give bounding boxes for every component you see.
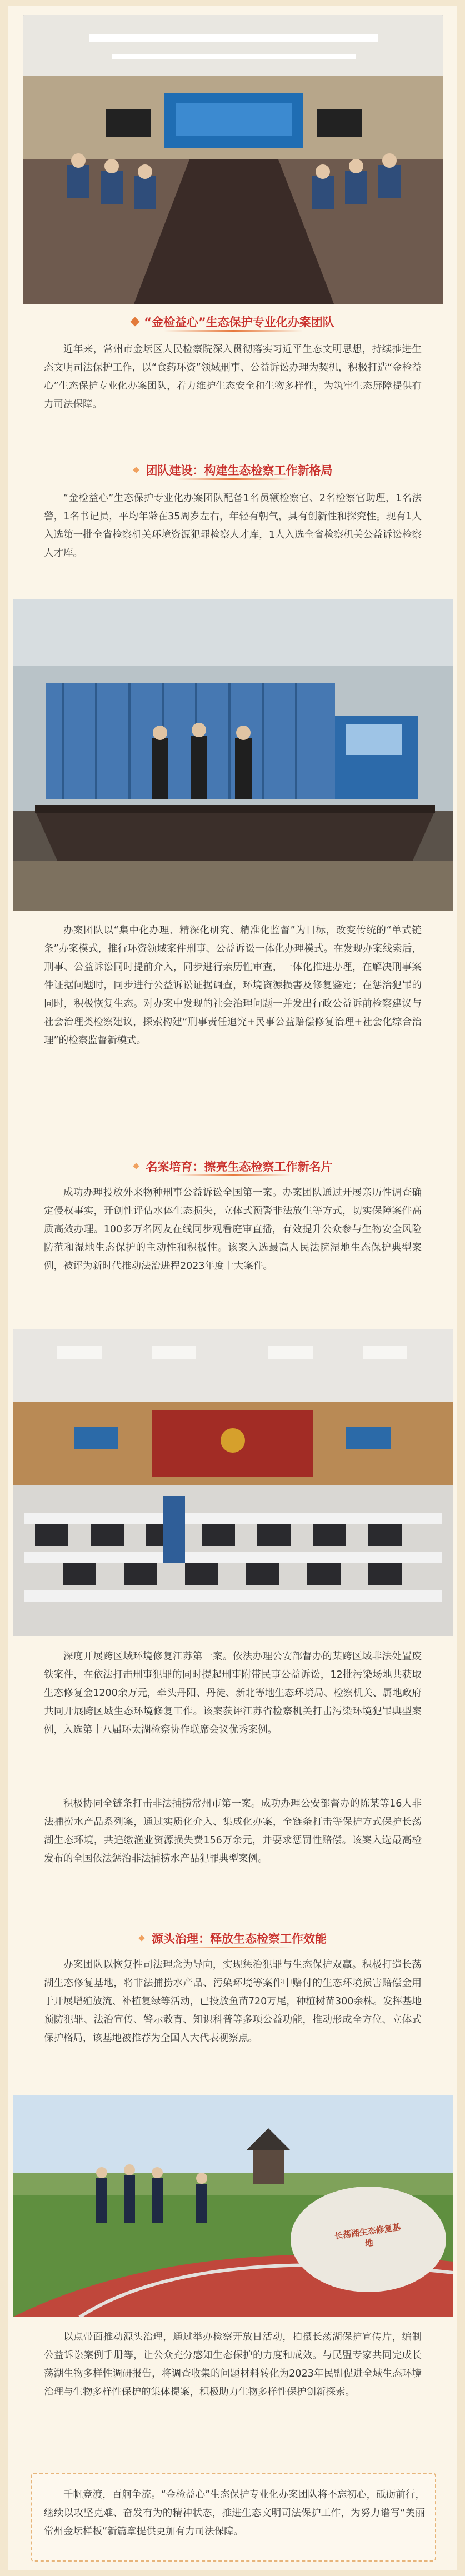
team-building-paragraph-1: “金检益心”生态保护专业化办案团队配备1名员额检察官、2名检察官助理，1名法警，1名书记员，平均年龄在35周岁左右，年轻有朝气，具有创新性和探究性。现有1人入选第一批全省检察机关环境资源犯罪检察人才库，1人入选全省检察机关公益诉讼检察人才库。 [44,493,422,559]
closing-paragraph: 千帆竞渡，百舸争流。“金检益心”生态保护专业化办案团队将不忘初心，砥砺前行，继续以攻坚克难、奋发有为的精神状态，推进生态文明司法保护工作，为努力谱写“美丽常州金坛样板”新篇章提供更加有力司法保障。 [44,2489,425,2537]
stone-inscription: 长荡湖生态修复基地 [333,2222,402,2249]
photo-auditorium [13,1329,453,1636]
closing-box [31,2473,436,2562]
diamond-icon [138,1935,144,1941]
diamond-icon [133,467,139,473]
article-page [8,6,457,2570]
photo-truck-site [13,599,453,911]
featured-cases-paragraph-2: 深度开展跨区域环境修复江苏第一案。依法办理公安部督办的某跨区域非法处置废铁案件，在依法打击刑事犯罪的同时提起刑事附带民事公益诉讼，12批污染场地共获取生态修复金1200余万元，牵头丹阳、丹徒、新北等地生态环境局、检察机关、属地政府共同开展跨区域生态环境修复工作。该案获评江苏省检察机关打击污染环境犯罪典型案例，入选第十八届环太湖检察协作联席会议优秀案例。 [44,1651,422,1735]
featured-cases-paragraph-1: 成功办理投放外来物种刑事公益诉讼全国第一案。办案团队通过开展亲历性调查确定侵权事实，开创性评估水体生态损失，立体式预警非法放生等方式，切实保障案件高质高效办理。100多万名网友在线同步观看庭审直播，有效提升公众参与生物安全风险防范和湿地生态保护的主动性和积极性。该案入选最高人民法院湿地生态保护典型案例，被评为新时代推动法治进程2023年度十大案件。 [44,1187,422,1272]
section-title-source-governance: 源头治理：释放生态检察工作效能 [8,1927,458,1949]
section-title-team-building: 团队建设：构建生态检察工作新格局 [8,459,458,481]
diamond-icon [133,1163,139,1169]
title-underline [175,478,292,480]
photo-meeting-room [23,15,443,304]
featured-cases-paragraph-3: 积极协同全链条打击非法捕捞常州市第一案。成功办理公安部督办的陈某等16人非法捕捞水产品系列案，通过实质化介入、集成化办案，全链条打击等保护方式保护长荡湖生态环境，共追缴渔业资源损失费156万余元，并要求惩罚性赔偿。该案入选最高检发布的全国依法惩治非法捕捞水产品犯罪典型案例。 [44,1798,422,1864]
section-title-featured-cases: 名案培育：擦亮生态检察工作新名片 [8,1155,458,1177]
diamond-icon [131,317,140,327]
title-underline [164,330,303,332]
section-title-team: “金检益心”生态保护专业化办案团队 [8,311,458,333]
source-governance-paragraph-2: 以点带面推动源头治理，通过举办检察开放日活动，拍摄长荡湖保护宣传片，编制公益诉讼案例手册等，让公众充分感知生态保护的力度和成效。与民盟专家共同完成长荡湖生物多样性调研报告，将调查收集的问题材料转化为2023年民盟促进全域生态环境治理与生物多样性保护的集体提案，积极助力生物多样性保护创新探索。 [44,2332,422,2398]
intro-paragraph: 近年来，常州市金坛区人民检察院深入贯彻落实习近平生态文明思想，持续推进生态文明司法保护工作，以“食药环资”领域刑事、公益诉讼办理为契机，积极打造“金检益心”生态保护专业化办案团队，着力维护生态安全和生物多样性，为筑牢生态屏障提供有力司法保障。 [44,344,422,410]
source-governance-paragraph-1: 办案团队以恢复性司法理念为导向，实现惩治犯罪与生态保护双赢。积极打造长荡湖生态修复基地，将非法捕捞水产品、污染环境等案件中赔付的生态环境损害赔偿金用于开展增殖放流、补植复绿等活动，已投放鱼苗720万尾，种植树苗300余株。发挥基地预防犯罪、法治宣传、警示教育、知识科普等多项公益功能，推动形成全方位、立体式保护格局，该基地被推荐为全国人大代表视察点。 [44,1959,422,2044]
title-underline [175,1947,292,1948]
title-underline [175,1174,292,1176]
photo-restoration-base [13,2095,453,2317]
team-building-paragraph-2: 办案团队以“集中化办理、精深化研究、精准化监督”为目标，改变传统的“单式链条”办案模式，推行环资领域案件刑事、公益诉讼一体化办理模式。在发现办案线索后，刑事、公益诉讼同时提前介入，同步进行亲历性审查，一体化推进办理，在解决刑事案件证据问题时，同步进行公益诉讼证据调查，环境资源损害及修复鉴定；在惩治犯罪的同时，积极恢复生态。对办案中发现的社会治理问题一并发出行政公益诉前检察建议与社会治理类检察建议，探索构建“刑事责任追究+民事公益赔偿修复治理+社会化综合治理”的检察监督新模式。 [44,925,422,1046]
